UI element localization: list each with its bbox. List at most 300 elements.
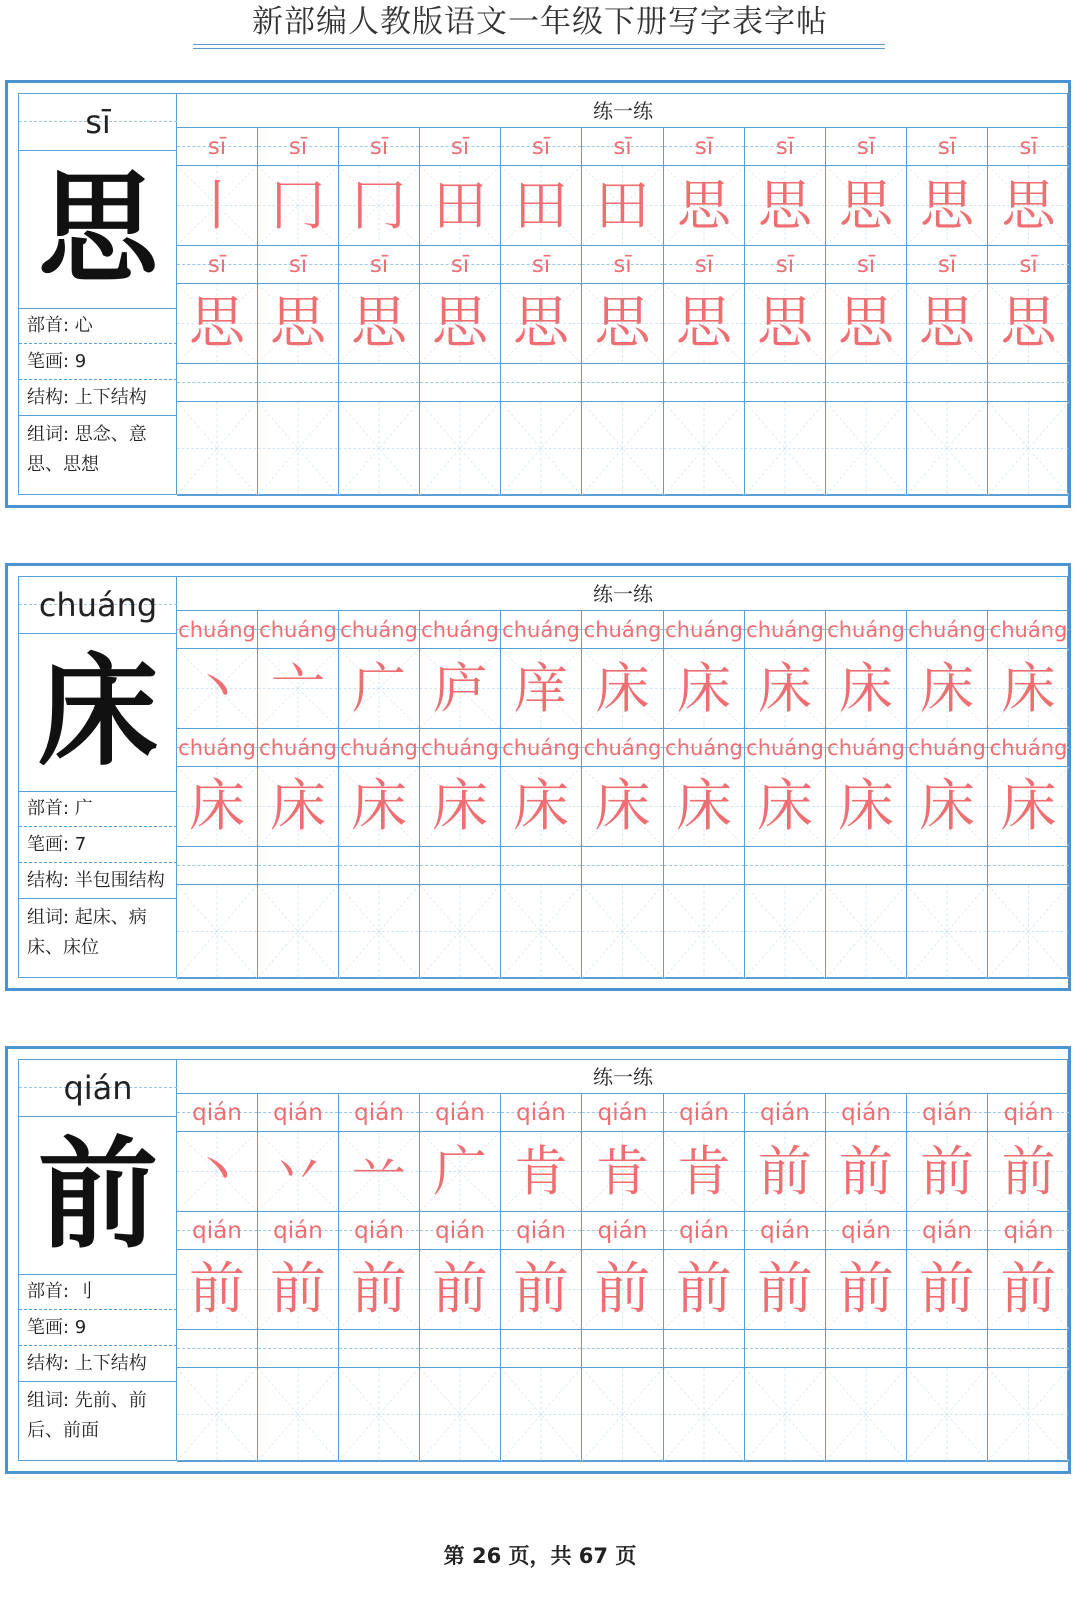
pinyin-midline <box>258 865 338 866</box>
pinyin-box[interactable] <box>420 1094 501 1132</box>
pinyin-midline <box>907 382 987 383</box>
pinyin-box[interactable] <box>582 1212 664 1250</box>
pinyin-box[interactable] <box>258 847 339 885</box>
tian-grid-box[interactable] <box>258 1132 339 1212</box>
trace-pinyin: qián <box>760 1218 810 1244</box>
pinyin-box[interactable] <box>988 611 1069 649</box>
pinyin-box[interactable] <box>745 1094 826 1132</box>
tian-grid-box[interactable] <box>177 649 258 729</box>
radical-label: 部首: 广 <box>19 791 177 827</box>
tian-grid-box[interactable] <box>258 402 339 496</box>
pinyin-box[interactable] <box>988 1330 1069 1368</box>
pinyin-box[interactable] <box>907 1212 988 1250</box>
trace-pinyin: chuáng <box>908 618 986 642</box>
card-frame <box>18 576 1068 978</box>
tian-grid-box[interactable] <box>501 1132 582 1212</box>
pinyin-box[interactable] <box>177 1212 258 1250</box>
tian-grid-box[interactable] <box>582 1250 664 1330</box>
tian-grid-box[interactable] <box>988 284 1069 364</box>
pinyin-box[interactable] <box>177 128 258 166</box>
character-pinyin: chuáng <box>19 577 177 634</box>
trace-pinyin: chuáng <box>583 618 662 642</box>
pinyin-box[interactable] <box>420 1212 501 1250</box>
trace-character: 床 <box>757 774 813 839</box>
pinyin-box[interactable] <box>258 364 339 402</box>
trace-character: 思 <box>919 291 975 356</box>
pinyin-box[interactable] <box>582 611 664 649</box>
character-card <box>5 1046 1071 1474</box>
pinyin-box[interactable] <box>177 364 258 402</box>
tian-grid-box[interactable] <box>907 885 988 979</box>
tian-grid-box[interactable] <box>988 1250 1069 1330</box>
practice-grid <box>177 94 1069 494</box>
pinyin-box[interactable] <box>826 729 907 767</box>
pinyin-box[interactable] <box>339 611 420 649</box>
pinyin-midline <box>664 1348 744 1349</box>
trace-character: 思 <box>677 174 731 237</box>
tian-grid-box[interactable] <box>988 402 1069 496</box>
pinyin-midline <box>339 865 419 866</box>
tian-grid-box[interactable] <box>420 1250 501 1330</box>
tian-grid-box[interactable] <box>582 885 664 979</box>
tian-grid-box[interactable] <box>664 885 745 979</box>
trace-pinyin: sī <box>288 252 308 278</box>
trace-character: 思 <box>432 291 488 356</box>
pinyin-box[interactable] <box>988 128 1069 166</box>
trace-pinyin: sī <box>450 134 470 160</box>
trace-character: 前 <box>919 1257 975 1322</box>
pinyin-box[interactable] <box>501 1094 582 1132</box>
pinyin-box[interactable] <box>826 1094 907 1132</box>
tian-grid-box[interactable] <box>420 885 501 979</box>
tian-grid-box[interactable] <box>258 166 339 246</box>
tian-grid-box[interactable] <box>988 1368 1069 1462</box>
pinyin-box[interactable] <box>501 364 582 402</box>
pinyin-box[interactable] <box>420 847 501 885</box>
trace-character: 前 <box>1000 1257 1057 1322</box>
tian-grid-box[interactable] <box>826 767 907 847</box>
tian-grid-box[interactable] <box>907 767 988 847</box>
tian-grid-box[interactable] <box>826 1250 907 1330</box>
trace-character: 前 <box>351 1257 407 1322</box>
tian-grid-box[interactable] <box>745 1368 826 1462</box>
trace-character: 丨 <box>190 174 244 237</box>
tian-grid-box[interactable] <box>826 649 907 729</box>
pinyin-box[interactable] <box>339 847 420 885</box>
character-pinyin: sī <box>19 94 177 151</box>
pinyin-midline <box>907 865 987 866</box>
pinyin-box[interactable] <box>664 128 745 166</box>
trace-pinyin: sī <box>613 134 632 160</box>
tian-grid-box[interactable] <box>664 1250 745 1330</box>
pinyin-box[interactable] <box>745 1212 826 1250</box>
pinyin-box[interactable] <box>501 847 582 885</box>
tian-grid-box[interactable] <box>339 885 420 979</box>
pinyin-midline <box>420 865 500 866</box>
pinyin-box[interactable] <box>339 1094 420 1132</box>
tian-grid-box[interactable] <box>177 885 258 979</box>
word-examples: 组词: 先前、前后、前面 <box>27 1390 147 1441</box>
tian-grid-box[interactable] <box>258 284 339 364</box>
pinyin-box[interactable] <box>745 364 826 402</box>
trace-pinyin: qián <box>354 1100 404 1126</box>
trace-character: 丷 <box>271 1140 325 1203</box>
pinyin-box[interactable] <box>339 364 420 402</box>
pinyin-box[interactable] <box>907 128 988 166</box>
trace-pinyin: qián <box>435 1100 485 1126</box>
pinyin-box[interactable] <box>420 729 501 767</box>
pinyin-midline <box>258 382 338 383</box>
pinyin-box[interactable] <box>258 128 339 166</box>
trace-character: 亠 <box>271 657 325 720</box>
tian-grid-box[interactable] <box>745 1132 826 1212</box>
tian-grid-box[interactable] <box>501 166 582 246</box>
tian-grid-box[interactable] <box>420 1368 501 1462</box>
tian-grid-box[interactable] <box>988 649 1069 729</box>
pinyin-box[interactable] <box>664 1094 745 1132</box>
pinyin-box[interactable] <box>258 729 339 767</box>
trace-character: 床 <box>919 774 975 839</box>
pinyin-box[interactable] <box>826 364 907 402</box>
tian-grid-box[interactable] <box>501 402 582 496</box>
pinyin-box[interactable] <box>339 128 420 166</box>
pinyin-box[interactable] <box>907 611 988 649</box>
tian-grid-box[interactable] <box>582 402 664 496</box>
pinyin-box[interactable] <box>988 1094 1069 1132</box>
tian-grid-box[interactable] <box>664 1368 745 1462</box>
tian-grid-box[interactable] <box>177 402 258 496</box>
pinyin-midline <box>339 382 419 383</box>
tian-grid-box[interactable] <box>177 166 258 246</box>
tian-grid-box[interactable] <box>582 1368 664 1462</box>
radical-label: 部首: 刂 <box>19 1274 177 1310</box>
pinyin-box[interactable] <box>988 1212 1069 1250</box>
pinyin-box[interactable] <box>420 611 501 649</box>
trace-character: 前 <box>757 1257 813 1322</box>
pinyin-box[interactable] <box>826 847 907 885</box>
tian-grid-box[interactable] <box>988 885 1069 979</box>
pinyin-box[interactable] <box>258 246 339 284</box>
trace-character: 床 <box>1001 657 1056 720</box>
pinyin-box[interactable] <box>420 364 501 402</box>
pinyin-box[interactable] <box>907 847 988 885</box>
trace-character: 前 <box>920 1140 974 1203</box>
pinyin-box[interactable] <box>745 611 826 649</box>
pinyin-box[interactable] <box>582 364 664 402</box>
tian-grid-box[interactable] <box>745 284 826 364</box>
pinyin-box[interactable] <box>501 246 582 284</box>
trace-pinyin: sī <box>531 252 551 278</box>
tian-grid-box[interactable] <box>582 1132 664 1212</box>
pinyin-box[interactable] <box>339 729 420 767</box>
pinyin-midline <box>582 1348 663 1349</box>
pinyin-midline <box>664 382 744 383</box>
tian-grid-box[interactable] <box>420 649 501 729</box>
tian-grid-box[interactable] <box>745 767 826 847</box>
page-title: 新部编人教版语文一年级下册写字表字帖 <box>252 4 828 40</box>
pinyin-box[interactable] <box>907 729 988 767</box>
tian-grid-box[interactable] <box>339 402 420 496</box>
pinyin-box[interactable] <box>258 1094 339 1132</box>
pinyin-box[interactable] <box>745 847 826 885</box>
pinyin-box[interactable] <box>907 1094 988 1132</box>
trace-pinyin: qián <box>516 1100 566 1126</box>
practice-grid <box>177 577 1069 977</box>
trace-character: 前 <box>189 1257 245 1322</box>
trace-pinyin: sī <box>288 134 308 160</box>
pinyin-box[interactable] <box>988 847 1069 885</box>
pinyin-box[interactable] <box>177 847 258 885</box>
pinyin-box[interactable] <box>582 246 664 284</box>
pinyin-box[interactable] <box>826 1212 907 1250</box>
trace-character: 床 <box>676 774 732 839</box>
pinyin-box[interactable] <box>501 1330 582 1368</box>
tian-grid-box[interactable] <box>501 284 582 364</box>
pinyin-box[interactable] <box>582 1094 664 1132</box>
tian-grid-box[interactable] <box>664 1132 745 1212</box>
trace-character: 前 <box>758 1140 812 1203</box>
tian-grid-box[interactable] <box>582 649 664 729</box>
tian-grid-box[interactable] <box>745 1250 826 1330</box>
tian-grid-box[interactable] <box>258 1368 339 1462</box>
trace-character: 床 <box>594 774 651 839</box>
trace-character: 床 <box>677 657 731 720</box>
trace-pinyin: chuáng <box>665 618 743 642</box>
tian-grid-box[interactable] <box>420 284 501 364</box>
pinyin-midline <box>501 382 581 383</box>
pinyin-box[interactable] <box>582 1330 664 1368</box>
pinyin-box[interactable] <box>907 364 988 402</box>
structure-label: 结构: 半包围结构 <box>19 863 177 899</box>
trace-character: 思 <box>189 291 245 356</box>
trace-pinyin: sī <box>937 252 957 278</box>
pinyin-midline <box>582 382 663 383</box>
trace-pinyin: qián <box>679 1218 729 1244</box>
trace-character: 肯 <box>514 1140 568 1203</box>
trace-pinyin: qián <box>922 1100 972 1126</box>
tian-grid-box[interactable] <box>826 284 907 364</box>
pinyin-box[interactable] <box>177 729 258 767</box>
trace-character: 床 <box>270 774 326 839</box>
tian-grid-box[interactable] <box>826 885 907 979</box>
pinyin-box[interactable] <box>745 128 826 166</box>
tian-grid-box[interactable] <box>745 885 826 979</box>
pinyin-box[interactable] <box>420 246 501 284</box>
trace-character: 床 <box>838 774 894 839</box>
pinyin-box[interactable] <box>339 1330 420 1368</box>
trace-character: 田 <box>514 174 568 237</box>
pinyin-midline <box>420 1348 500 1349</box>
pinyin-box[interactable] <box>664 246 745 284</box>
tian-grid-box[interactable] <box>339 1250 420 1330</box>
tian-grid-box[interactable] <box>664 767 745 847</box>
tian-grid-box[interactable] <box>664 166 745 246</box>
trace-pinyin: chuáng <box>340 736 418 760</box>
character-info-panel <box>19 94 177 494</box>
pinyin-box[interactable] <box>664 729 745 767</box>
tian-grid-box[interactable] <box>177 767 258 847</box>
pinyin-box[interactable] <box>745 246 826 284</box>
pinyin-midline <box>582 865 663 866</box>
tian-grid-box[interactable] <box>258 649 339 729</box>
pinyin-box[interactable] <box>664 1330 745 1368</box>
tian-grid-box[interactable] <box>420 1132 501 1212</box>
pinyin-box[interactable] <box>258 611 339 649</box>
trace-character: 广 <box>433 1140 487 1203</box>
tian-grid-box[interactable] <box>501 767 582 847</box>
tian-grid-box[interactable] <box>826 1132 907 1212</box>
tian-grid-box[interactable] <box>907 166 988 246</box>
tian-grid-box[interactable] <box>501 1250 582 1330</box>
tian-grid-box[interactable] <box>907 649 988 729</box>
pinyin-box[interactable] <box>988 729 1069 767</box>
pinyin-box[interactable] <box>582 729 664 767</box>
pinyin-box[interactable] <box>501 611 582 649</box>
tian-grid-box[interactable] <box>177 1250 258 1330</box>
tian-grid-box[interactable] <box>664 649 745 729</box>
tian-grid-box[interactable] <box>826 1368 907 1462</box>
pinyin-box[interactable] <box>501 729 582 767</box>
pinyin-midline <box>258 1348 338 1349</box>
pinyin-box[interactable] <box>907 246 988 284</box>
pinyin-box[interactable] <box>826 246 907 284</box>
pinyin-box[interactable] <box>988 246 1069 284</box>
tian-grid-box[interactable] <box>420 767 501 847</box>
trace-character: 前 <box>839 1140 893 1203</box>
pinyin-box[interactable] <box>177 611 258 649</box>
trace-pinyin: sī <box>775 134 795 160</box>
trace-pinyin: sī <box>775 252 795 278</box>
tian-grid-box[interactable] <box>339 1368 420 1462</box>
pinyin-box[interactable] <box>177 1330 258 1368</box>
pinyin-box[interactable] <box>339 246 420 284</box>
pinyin-box[interactable] <box>582 847 664 885</box>
pinyin-box[interactable] <box>664 611 745 649</box>
pinyin-box[interactable] <box>988 364 1069 402</box>
tian-grid-box[interactable] <box>988 166 1069 246</box>
trace-character: 思 <box>270 291 326 356</box>
tian-grid-box[interactable] <box>177 1368 258 1462</box>
trace-pinyin: chuáng <box>421 736 499 760</box>
trace-pinyin: qián <box>273 1100 323 1126</box>
pinyin-box[interactable] <box>177 246 258 284</box>
pinyin-box[interactable] <box>258 1212 339 1250</box>
trace-pinyin: sī <box>1019 252 1038 278</box>
tian-grid-box[interactable] <box>988 1132 1069 1212</box>
tian-grid-box[interactable] <box>177 1132 258 1212</box>
tian-grid-box[interactable] <box>664 402 745 496</box>
pinyin-box[interactable] <box>664 364 745 402</box>
tian-grid-box[interactable] <box>339 649 420 729</box>
trace-pinyin: qián <box>597 1100 648 1126</box>
tian-grid-box[interactable] <box>745 402 826 496</box>
tian-grid-box[interactable] <box>907 284 988 364</box>
pinyin-box[interactable] <box>420 1330 501 1368</box>
trace-character: 前 <box>838 1257 894 1322</box>
character-info-panel <box>19 1060 177 1460</box>
tian-grid-box[interactable] <box>582 166 664 246</box>
pinyin-box[interactable] <box>826 128 907 166</box>
tian-grid-box[interactable] <box>420 402 501 496</box>
tian-grid-box[interactable] <box>339 1132 420 1212</box>
pinyin-box[interactable] <box>339 1212 420 1250</box>
pinyin-midline <box>177 382 257 383</box>
trace-character: 庠 <box>514 657 568 720</box>
trace-pinyin: chuáng <box>746 618 824 642</box>
pinyin-box[interactable] <box>826 1330 907 1368</box>
pinyin-box[interactable] <box>745 729 826 767</box>
tian-grid-box[interactable] <box>420 166 501 246</box>
pinyin-box[interactable] <box>826 611 907 649</box>
model-character: 思 <box>19 150 177 309</box>
pinyin-box[interactable] <box>177 1094 258 1132</box>
tian-grid-box[interactable] <box>501 1368 582 1462</box>
trace-pinyin: qián <box>679 1100 729 1126</box>
page-footer: 第 26 页，共 67 页 <box>443 1544 637 1568</box>
trace-character: 床 <box>432 774 488 839</box>
tian-grid-box[interactable] <box>907 1132 988 1212</box>
trace-pinyin: chuáng <box>502 618 580 642</box>
tian-grid-box[interactable] <box>339 767 420 847</box>
tian-grid-box[interactable] <box>907 1250 988 1330</box>
pinyin-midline <box>745 865 825 866</box>
tian-grid-box[interactable] <box>664 284 745 364</box>
trace-pinyin: qián <box>1003 1100 1054 1126</box>
trace-character: 广 <box>352 657 406 720</box>
pinyin-box[interactable] <box>907 1330 988 1368</box>
tian-grid-box[interactable] <box>826 166 907 246</box>
pinyin-box[interactable] <box>664 847 745 885</box>
tian-grid-box[interactable] <box>177 284 258 364</box>
tian-grid-box[interactable] <box>745 649 826 729</box>
tian-grid-box[interactable] <box>826 402 907 496</box>
card-frame <box>18 93 1068 495</box>
pinyin-box[interactable] <box>420 128 501 166</box>
tian-grid-box[interactable] <box>907 402 988 496</box>
pinyin-midline <box>177 865 257 866</box>
trace-character: 前 <box>432 1257 488 1322</box>
tian-grid-box[interactable] <box>339 284 420 364</box>
trace-character: 肯 <box>595 1140 650 1203</box>
tian-grid-box[interactable] <box>501 885 582 979</box>
trace-pinyin: sī <box>856 134 876 160</box>
pinyin-box[interactable] <box>582 128 664 166</box>
pinyin-box[interactable] <box>258 1330 339 1368</box>
pinyin-box[interactable] <box>501 1212 582 1250</box>
pinyin-box[interactable] <box>745 1330 826 1368</box>
tian-grid-box[interactable] <box>339 166 420 246</box>
tian-grid-box[interactable] <box>258 885 339 979</box>
pinyin-box[interactable] <box>501 128 582 166</box>
trace-pinyin: sī <box>613 252 632 278</box>
tian-grid-box[interactable] <box>907 1368 988 1462</box>
tian-grid-box[interactable] <box>582 767 664 847</box>
tian-grid-box[interactable] <box>501 649 582 729</box>
trace-pinyin: chuáng <box>340 618 418 642</box>
tian-grid-box[interactable] <box>258 767 339 847</box>
tian-grid-box[interactable] <box>582 284 664 364</box>
tian-grid-box[interactable] <box>988 767 1069 847</box>
trace-character: 床 <box>920 657 974 720</box>
trace-character: 思 <box>676 291 732 356</box>
trace-pinyin: qián <box>760 1100 810 1126</box>
trace-character: 庐 <box>433 657 487 720</box>
tian-grid-box[interactable] <box>258 1250 339 1330</box>
tian-grid-box[interactable] <box>745 166 826 246</box>
pinyin-midline <box>420 382 500 383</box>
trace-pinyin: chuáng <box>989 618 1068 642</box>
pinyin-box[interactable] <box>664 1212 745 1250</box>
